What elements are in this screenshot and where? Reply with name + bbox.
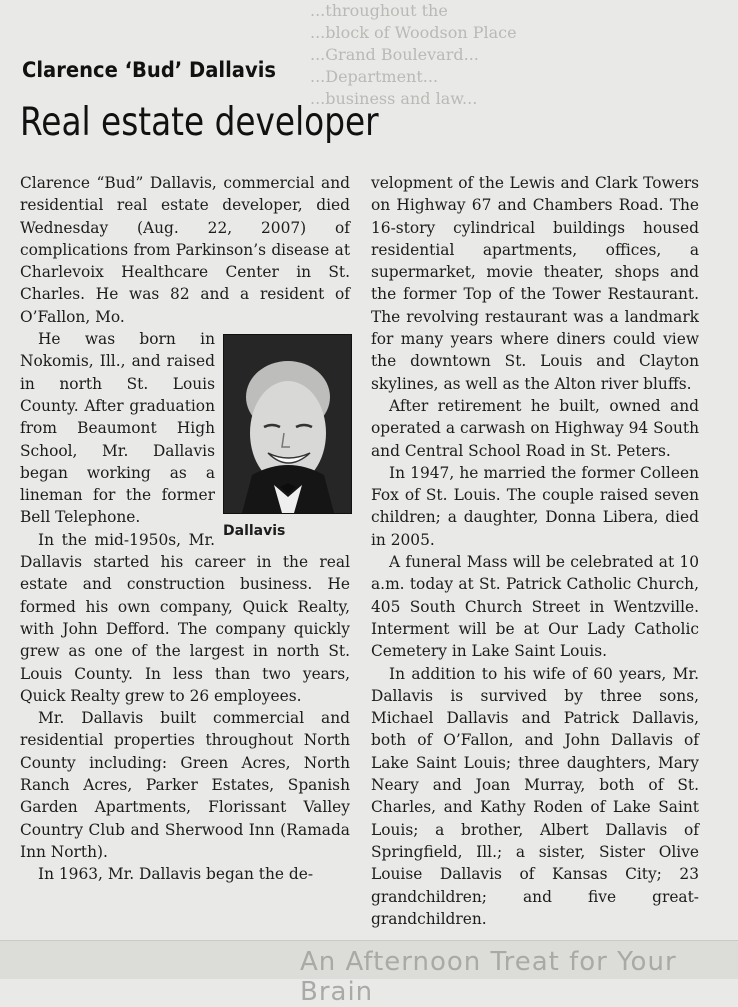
bleed-line: ...business and law...	[310, 89, 478, 108]
article-column-left	[20, 172, 350, 886]
portrait-photo	[223, 334, 352, 514]
paragraph: After retirement he built, owned and operated a carwash on Highway 94 South and Central School Road in St. Peters.	[371, 396, 699, 460]
bleed-line: ...Department...	[310, 67, 439, 86]
paragraph: In addition to his wife of 60 years, Mr. Dallavis is survived by three sons, Michael Dallavis and Patrick Dallavis, both of O’Fallon, and John Dallavis of Lake Saint Louis; three daughters, Mary Neary and Joan Murray, both of St. Charles, and Kathy Roden of Lake Saint Louis; a brother, Albert Dallavis of Springfield, Ill.; a sister, Sister Olive Louise Dallavis of Kansas City; 23 grandchildren; and five great-grandchildren.	[371, 664, 699, 928]
paragraph: A funeral Mass will be celebrated at 10 a.m. today at St. Patrick Catholic Church, 405 South Church Street in Wentzville. Interment will be at Our Lady Catholic Cemetery in Lake Saint Louis.	[371, 553, 699, 661]
bleed-line: ...throughout the	[310, 1, 448, 20]
paragraph: In 1963, Mr. Dallavis began the de-	[38, 865, 314, 884]
ad-text: An Afternoon Treat for Your Brain	[300, 947, 677, 1007]
article-column-right	[371, 172, 699, 930]
obituary-name-kicker: Clarence ‘Bud’ Dallavis	[22, 58, 277, 82]
bottom-ad-strip	[0, 940, 738, 1007]
paragraph: In the mid-1950s, Mr. Dallavis started his career in the real estate and construction business. He formed his own company, Quick Realty, with John Defford. The company quickly grew as one of the largest in north St. Louis County. In less than two years, Quick Realty grew to 26 employees.	[20, 530, 350, 705]
paragraph: Clarence “Bud” Dallavis, commercial and residential real estate developer, died Wednesday (Aug. 22, 2007) of complications from Parkinson’s disease at Charlevoix Healthcare Center in St. Charles. He was 82 and a resident of O’Fallon, Mo.	[20, 174, 350, 326]
portrait-photo-block	[223, 334, 350, 542]
paragraph: Mr. Dallavis built commercial and residential properties throughout North County including: Green Acres, North Ranch Acres, Parker Estates, Spanish Garden Apartments, Florissant Valley Country Club and Sherwood Inn (Ramada Inn North).	[20, 709, 350, 861]
paragraph: In 1947, he married the former Colleen Fox of St. Louis. The couple raised seven children; a daughter, Donna Libera, died in 2005.	[371, 463, 699, 549]
obituary-headline: Real estate developer	[20, 100, 379, 145]
paragraph: He was born in Nokomis, Ill., and raised in north St. Louis County. After graduation from Beaumont High School, Mr. Dallavis began working as a lineman for the former Bell Telephone.	[20, 330, 215, 527]
photo-caption: Dallavis	[223, 523, 286, 540]
bleed-line: ...block of Woodson Place	[310, 23, 517, 42]
paragraph: velopment of the Lewis and Clark Towers on Highway 67 and Chambers Road. The 16-story cylindrical buildings housed residential apartments, offices, a supermarket, movie theater, shops and the former Top of the Tower Restaurant. The revolving restaurant was a landmark for many years where diners could view the downtown St. Louis and Clayton skylines, as well as the Alton river bluffs.	[371, 174, 699, 393]
bleed-line: ...Grand Boulevard...	[310, 45, 479, 64]
